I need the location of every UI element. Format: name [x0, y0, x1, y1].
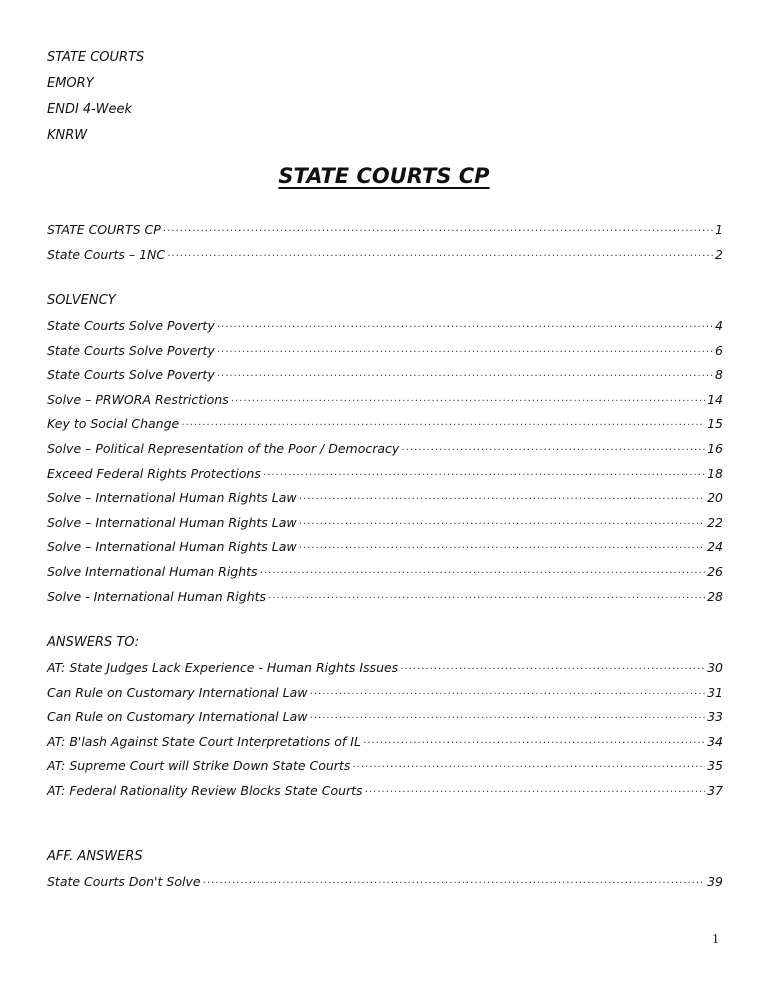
- dot-leader: [203, 872, 706, 897]
- toc-entry-label: Solve – International Human Rights Law: [47, 490, 297, 506]
- toc-list: [47, 870, 723, 895]
- toc-entry-label: Can Rule on Customary International Law: [47, 684, 308, 700]
- toc-entry-page: 4: [715, 318, 723, 333]
- dot-leader: [309, 683, 705, 708]
- toc-entry-page: 14: [707, 391, 723, 407]
- dot-leader: [217, 341, 713, 366]
- dot-leader: [309, 707, 705, 732]
- section-heading: SOLVENCY: [47, 293, 116, 308]
- dot-leader: [400, 658, 705, 683]
- toc-entry-label: State Courts – 1NC: [47, 246, 166, 262]
- toc-entry-page: 34: [707, 733, 723, 749]
- toc-entry[interactable]: [47, 412, 723, 437]
- dot-leader: [181, 414, 705, 439]
- toc-entry[interactable]: [47, 754, 723, 779]
- dot-leader: [299, 488, 705, 513]
- section-heading: AFF. ANSWERS: [47, 849, 143, 864]
- dot-leader: [260, 562, 706, 587]
- toc-entry-label: State Courts Don't Solve: [47, 874, 201, 889]
- toc-entry[interactable]: [47, 560, 723, 585]
- toc-entry-label: Can Rule on Customary International Law: [47, 709, 308, 725]
- dot-leader: [217, 316, 713, 341]
- toc-entry-label: Solve – PRWORA Restrictions: [47, 391, 229, 407]
- toc-entry-page: 31: [707, 684, 723, 700]
- toc-entry[interactable]: [47, 314, 723, 339]
- dot-leader: [299, 513, 705, 538]
- toc-entry-page: 15: [707, 416, 723, 432]
- header-line: KNRW: [47, 128, 88, 143]
- toc-entry[interactable]: [47, 511, 723, 536]
- toc-entry-page: 18: [707, 465, 723, 481]
- dot-leader: [401, 439, 705, 464]
- toc-entry-label: Solve - International Human Rights: [47, 588, 267, 604]
- section-heading: ANSWERS TO:: [47, 635, 140, 650]
- toc-list: [47, 314, 723, 609]
- toc-entry[interactable]: [47, 486, 723, 511]
- toc-entry-page: 2: [715, 246, 723, 262]
- dot-leader: [217, 365, 713, 390]
- toc-entry-page: 16: [707, 440, 723, 456]
- toc-entry[interactable]: [47, 339, 723, 364]
- title-text: STATE COURTS CP: [278, 164, 490, 188]
- dot-leader: [352, 756, 705, 781]
- toc-entry-label: Solve International Human Rights: [47, 563, 258, 579]
- toc-section-solvency: [47, 288, 723, 609]
- toc-entry-page: 30: [707, 660, 723, 675]
- toc-entry-page: 1: [715, 222, 723, 237]
- toc-entry-label: State Courts Solve Poverty: [47, 318, 215, 333]
- toc-entry-page: 22: [707, 514, 723, 530]
- toc-entry[interactable]: [47, 705, 723, 730]
- toc-entry-label: Solve – International Human Rights Law: [47, 539, 297, 555]
- toc-entry[interactable]: [47, 363, 723, 388]
- toc-entry[interactable]: [47, 437, 723, 462]
- toc-section-answers: [47, 630, 723, 804]
- toc-entry-label: Key to Social Change: [47, 416, 180, 432]
- toc-entry[interactable]: [47, 535, 723, 560]
- dot-leader: [263, 464, 705, 489]
- dot-leader: [167, 245, 713, 270]
- document-title: [0, 164, 768, 188]
- toc-entry-label: AT: Federal Rationality Review Blocks State Courts: [47, 782, 363, 798]
- toc-entry-label: AT: State Judges Lack Experience - Human Rights Issues: [47, 660, 399, 675]
- toc-entry-page: 33: [707, 709, 723, 725]
- toc-entry[interactable]: [47, 681, 723, 706]
- toc-entry[interactable]: [47, 730, 723, 755]
- dot-leader: [363, 732, 705, 757]
- dot-leader: [299, 537, 705, 562]
- toc-entry[interactable]: [47, 870, 723, 895]
- page-number: 1: [712, 932, 719, 947]
- toc-entry-page: 24: [707, 539, 723, 555]
- header-line: ENDI 4-Week: [47, 102, 133, 117]
- toc-entry[interactable]: [47, 462, 723, 487]
- toc-entry-label: Solve – Political Representation of the Poor / Democracy: [47, 440, 400, 456]
- toc-entry-label: STATE COURTS CP: [47, 222, 161, 237]
- toc-entry-label: AT: B'lash Against State Court Interpretations of IL: [47, 733, 361, 749]
- toc-section-aff: [47, 844, 723, 895]
- toc-entry[interactable]: [47, 656, 723, 681]
- toc-entry-label: AT: Supreme Court will Strike Down State Courts: [47, 758, 351, 774]
- toc-entry-page: 26: [707, 563, 723, 579]
- toc-entry[interactable]: [47, 243, 723, 268]
- header-line: STATE COURTS: [47, 50, 145, 65]
- toc-intro: [47, 218, 723, 267]
- header-line: EMORY: [47, 76, 94, 91]
- toc-entry-label: State Courts Solve Poverty: [47, 342, 215, 358]
- toc-entry-page: 37: [707, 782, 723, 798]
- toc-entry-label: Solve – International Human Rights Law: [47, 514, 297, 530]
- toc-entry[interactable]: [47, 779, 723, 804]
- dot-leader: [231, 390, 705, 415]
- dot-leader: [163, 220, 713, 245]
- toc-entry-page: 8: [715, 367, 723, 383]
- toc-list: [47, 656, 723, 804]
- toc-entry-page: 20: [707, 490, 723, 506]
- toc-entry[interactable]: [47, 388, 723, 413]
- toc-entry-label: State Courts Solve Poverty: [47, 367, 215, 383]
- toc-entry[interactable]: [47, 218, 723, 243]
- toc-entry-page: 6: [715, 342, 723, 358]
- toc-entry-page: 28: [707, 588, 723, 604]
- toc-entry[interactable]: [47, 585, 723, 610]
- dot-leader: [268, 587, 705, 612]
- toc-entry-page: 39: [707, 874, 723, 889]
- toc-entry-label: Exceed Federal Rights Protections: [47, 465, 261, 481]
- toc-entry-page: 35: [707, 758, 723, 774]
- dot-leader: [365, 781, 706, 806]
